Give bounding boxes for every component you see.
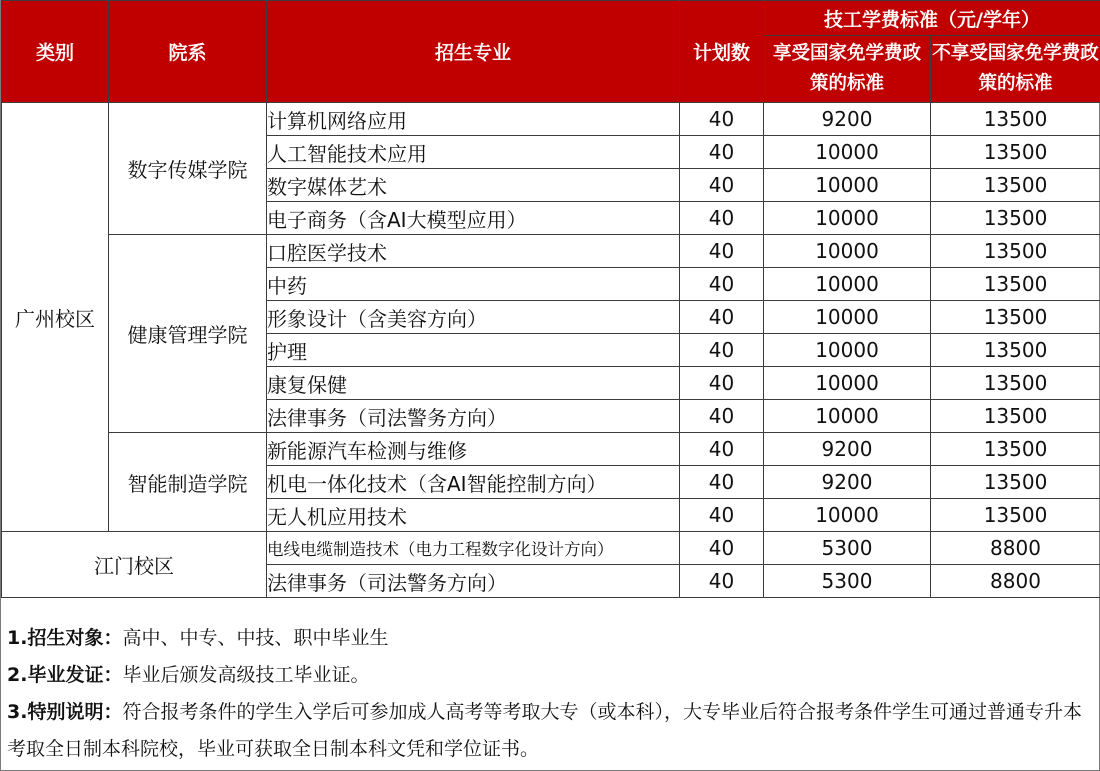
fee-nonexempt-cell: 13500 (931, 235, 1100, 268)
plan-cell: 40 (680, 235, 764, 268)
plan-cell: 40 (680, 301, 764, 334)
note-label: 2.毕业发证： (7, 664, 123, 686)
header-category: 类别 (2, 1, 109, 103)
fee-table (1, 0, 1100, 598)
fee-nonexempt-cell: 8800 (931, 532, 1100, 565)
fee-exempt-cell: 10000 (764, 367, 931, 400)
fee-exempt-cell: 9200 (764, 466, 931, 499)
major-cell: 新能源汽车检测与维修 (267, 433, 680, 466)
table-row (2, 235, 1100, 268)
plan-cell: 40 (680, 367, 764, 400)
note-item (7, 657, 1095, 694)
fee-nonexempt-cell: 13500 (931, 334, 1100, 367)
plan-cell: 40 (680, 400, 764, 433)
plan-cell: 40 (680, 202, 764, 235)
major-cell: 计算机网络应用 (267, 103, 680, 136)
notes-section (7, 620, 1095, 768)
fee-nonexempt-cell: 13500 (931, 400, 1100, 433)
fee-exempt-cell: 10000 (764, 268, 931, 301)
header-fee-exempt: 享受国家免学费政策的标准 (764, 36, 931, 103)
plan-cell: 40 (680, 532, 764, 565)
fee-nonexempt-cell: 13500 (931, 466, 1100, 499)
campus-jiangmen: 江门校区 (2, 532, 267, 598)
note-item (7, 620, 1095, 657)
plan-cell: 40 (680, 565, 764, 598)
table-row (2, 103, 1100, 136)
note-label: 3.特别说明： (7, 701, 123, 723)
major-cell: 法律事务（司法警务方向） (267, 400, 680, 433)
fee-nonexempt-cell: 13500 (931, 301, 1100, 334)
major-cell: 康复保健 (267, 367, 680, 400)
table-row (2, 433, 1100, 466)
fee-exempt-cell: 10000 (764, 169, 931, 202)
header-fee-group: 技工学费标准（元/学年） (764, 1, 1100, 36)
header-department: 院系 (109, 1, 267, 103)
fee-exempt-cell: 10000 (764, 136, 931, 169)
fee-nonexempt-cell: 8800 (931, 565, 1100, 598)
fee-exempt-cell: 5300 (764, 532, 931, 565)
note-text: 高中、中专、中技、职中毕业生 (122, 627, 389, 649)
fee-exempt-cell: 9200 (764, 433, 931, 466)
fee-nonexempt-cell: 13500 (931, 499, 1100, 532)
fee-exempt-cell: 5300 (764, 565, 931, 598)
department-health: 健康管理学院 (109, 235, 267, 433)
fee-nonexempt-cell: 13500 (931, 367, 1100, 400)
campus-guangzhou: 广州校区 (2, 103, 109, 532)
major-cell: 中药 (267, 268, 680, 301)
major-cell: 人工智能技术应用 (267, 136, 680, 169)
major-cell: 护理 (267, 334, 680, 367)
major-cell: 机电一体化技术（含AI智能控制方向） (267, 466, 680, 499)
plan-cell: 40 (680, 433, 764, 466)
fee-exempt-cell: 10000 (764, 202, 931, 235)
department-digital: 数字传媒学院 (109, 103, 267, 235)
fee-nonexempt-cell: 13500 (931, 202, 1100, 235)
plan-cell: 40 (680, 268, 764, 301)
note-text: 毕业后颁发高级技工毕业证。 (122, 664, 370, 686)
fee-nonexempt-cell: 13500 (931, 136, 1100, 169)
fee-exempt-cell: 10000 (764, 499, 931, 532)
note-label: 1.招生对象： (7, 627, 123, 649)
plan-cell: 40 (680, 169, 764, 202)
header-major: 招生专业 (267, 1, 680, 103)
major-cell: 电线电缆制造技术（电力工程数字化设计方向） (267, 532, 680, 565)
major-cell: 法律事务（司法警务方向） (267, 565, 680, 598)
header-plan: 计划数 (680, 1, 764, 103)
table-row (2, 532, 1100, 565)
fee-nonexempt-cell: 13500 (931, 268, 1100, 301)
fee-nonexempt-cell: 13500 (931, 103, 1100, 136)
major-cell: 数字媒体艺术 (267, 169, 680, 202)
major-cell: 无人机应用技术 (267, 499, 680, 532)
plan-cell: 40 (680, 103, 764, 136)
plan-cell: 40 (680, 466, 764, 499)
note-text: 符合报考条件的学生入学后可参加成人高考等考取大专（或本科），大专毕业后符合报考条件学生可通过普通专升本考取全日制本科院校，毕业可获取全日制本科文凭和学位证书。 (7, 701, 1082, 760)
major-cell: 电子商务（含AI大模型应用） (267, 202, 680, 235)
fee-exempt-cell: 10000 (764, 334, 931, 367)
department-manufacturing: 智能制造学院 (109, 433, 267, 532)
note-item (7, 694, 1095, 768)
major-cell: 形象设计（含美容方向） (267, 301, 680, 334)
plan-cell: 40 (680, 499, 764, 532)
fee-exempt-cell: 9200 (764, 103, 931, 136)
header-fee-nonexempt: 不享受国家免学费政策的标准 (931, 36, 1100, 103)
fee-nonexempt-cell: 13500 (931, 433, 1100, 466)
fee-exempt-cell: 10000 (764, 235, 931, 268)
major-cell: 口腔医学技术 (267, 235, 680, 268)
plan-cell: 40 (680, 136, 764, 169)
fee-exempt-cell: 10000 (764, 301, 931, 334)
fee-nonexempt-cell: 13500 (931, 169, 1100, 202)
fee-exempt-cell: 10000 (764, 400, 931, 433)
plan-cell: 40 (680, 334, 764, 367)
